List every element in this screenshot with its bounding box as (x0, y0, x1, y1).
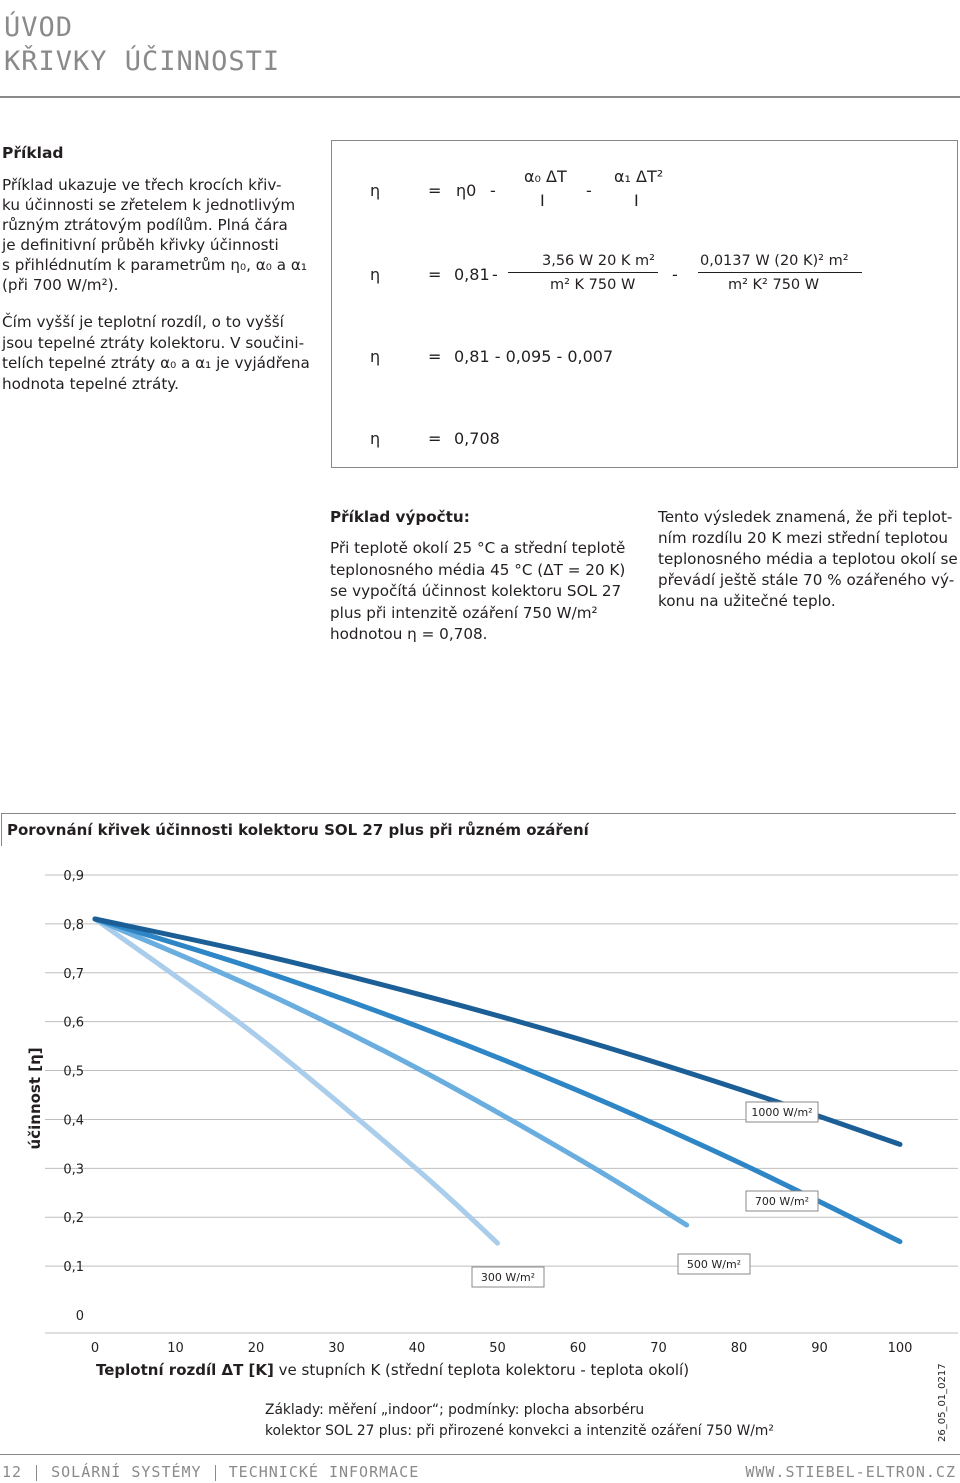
paragraph-line: hodnota tepelné ztráty. (2, 374, 179, 393)
series-label: 300 W/m² (480, 1271, 536, 1284)
row2-value: 0,81 (454, 265, 490, 284)
row1-denominator-2: I (634, 191, 639, 210)
y-tick-label: 0,9 (63, 869, 84, 884)
row2-denominator-2: m² K² 750 W (728, 277, 820, 293)
calc-paragraph (330, 538, 630, 646)
series-line-3 (95, 919, 687, 1225)
result-paragraph (658, 507, 958, 612)
row1-denominator-1: I (540, 191, 545, 210)
result-line: teplonosného média a teplotou okolí se (658, 550, 958, 568)
x-tick-label: 30 (328, 1341, 345, 1356)
x-tick-label: 80 (730, 1341, 748, 1356)
y-tick-label: 0 (75, 1309, 84, 1324)
example-paragraph (2, 175, 312, 295)
paragraph-line: ku účinnosti se zřetelem k jednotlivým (2, 196, 296, 214)
paragraph-line: Čím vyšší je teplotní rozdíl, o to vyšší (2, 313, 284, 331)
row2-numerator-2: 0,0137 W (20 K)² m² (700, 253, 849, 269)
x-tick-label: 90 (811, 1341, 828, 1356)
example-heading: Příklad (2, 144, 64, 162)
header-divider (0, 96, 960, 98)
equals-sign: = (428, 265, 442, 284)
x-tick-label: 20 (247, 1341, 265, 1356)
paragraph-line: (při 700 W/m²). (2, 276, 119, 294)
result-line: Tento výsledek znamená, že při teplot- (658, 508, 953, 526)
x-tick-label: 40 (408, 1341, 426, 1356)
series-label: 1000 W/m² (751, 1106, 813, 1119)
result-value: 0,708 (454, 429, 500, 448)
row2-numerator-1: 3,56 W 20 K m² (542, 253, 655, 269)
equals-sign: = (428, 429, 442, 448)
fraction-line (508, 272, 658, 273)
paragraph-line: je definitivní průběh křivky účinnosti (2, 236, 279, 254)
minus-sign: - (672, 265, 678, 284)
x-tick-label: 60 (569, 1341, 587, 1356)
footer-separator (215, 1465, 216, 1481)
document-code: 26_05_01_0217 (937, 1363, 948, 1442)
basis-line-2: kolektor SOL 27 plus: při přirozené konvekci a intenzitě ozáření 750 W/m² (265, 1423, 774, 1439)
eta-symbol: η (370, 265, 381, 284)
x-tick-label: 50 (489, 1341, 506, 1356)
y-tick-label: 0,8 (63, 917, 84, 933)
minus-sign: - (492, 265, 498, 284)
footer-left (2, 1463, 419, 1481)
y-tick-label: 0,5 (63, 1064, 84, 1080)
page-section-title: ÚVOD (4, 12, 74, 43)
equals-sign: = (428, 181, 442, 200)
paragraph-line: různým ztrátovým podílům. Plná čára (2, 216, 288, 234)
row3-expression: 0,81 - 0,095 - 0,007 (454, 347, 614, 366)
chart-title: Porovnání křivek účinnosti kolektoru SOL 27 plus při různém ozáření (7, 821, 589, 839)
x-tick-label: 10 (167, 1341, 184, 1356)
y-tick-label: 0,7 (63, 966, 84, 982)
x-tick-label: 0 (90, 1341, 100, 1356)
paragraph-line: Příklad ukazuje ve třech krocích křiv- (2, 176, 282, 194)
footer-divider (0, 1454, 960, 1455)
series-label: 500 W/m² (686, 1258, 742, 1271)
footer-section-1: SOLÁRNÍ SYSTÉMY (51, 1463, 202, 1481)
x-tick-label: 70 (650, 1341, 667, 1356)
calc-heading: Příklad výpočtu: (330, 508, 470, 526)
calc-line: se vypočítá účinnost kolektoru SOL 27 (330, 582, 622, 600)
paragraph-line: jsou tepelné ztráty kolektoru. V součini- (2, 333, 305, 352)
result-line: ním rozdílu 20 K mezi střední teplotou (658, 529, 949, 547)
efficiency-chart (0, 850, 960, 1410)
calc-line: hodnotou η = 0,708. (330, 625, 488, 643)
fraction-line (698, 272, 862, 273)
formula-box (331, 140, 958, 468)
row2-denominator-1: m² K 750 W (550, 277, 636, 293)
y-axis-label: účinnost [η] (26, 1047, 44, 1150)
x-tick-label: 100 (887, 1341, 913, 1356)
y-tick-label: 0,4 (63, 1113, 84, 1129)
equals-sign: = (428, 347, 442, 366)
result-line: konu na užitečné teplo. (658, 592, 836, 610)
footer-separator (36, 1465, 37, 1481)
eta0: η0 (456, 181, 477, 200)
chart-title-frame (1, 813, 956, 846)
eta-symbol: η (370, 181, 381, 200)
y-tick-label: 0,6 (63, 1015, 84, 1031)
paragraph-line: s přihlédnutím k parametrům η₀, α₀ a α₁ (2, 256, 307, 274)
minus-sign: - (586, 181, 592, 200)
footer-url: WWW.STIEBEL-ELTRON.CZ (745, 1463, 956, 1481)
footer-section-2: TECHNICKÉ INFORMACE (228, 1463, 420, 1481)
row1-numerator-2: α₁ ΔT² (614, 167, 664, 186)
paragraph-line: telích tepelné ztráty α₀ a α₁ je vyjádřena (2, 354, 310, 372)
eta-symbol: η (370, 347, 381, 366)
x-axis-label: Teplotní rozdíl ΔT [K] ve stupních K (střední teplota kolektoru - teplota okolí) (96, 1361, 690, 1379)
minus-sign: - (490, 181, 496, 200)
y-tick-label: 0,1 (63, 1260, 84, 1276)
page-number: 12 (2, 1463, 23, 1481)
calc-line: plus při intenzitě ozáření 750 W/m² (330, 603, 598, 622)
basis-line-1: Základy: měření „indoor“; podmínky: plocha absorbéru (265, 1402, 645, 1418)
calc-line: teplonosného média 45 °C (ΔT = 20 K) (330, 560, 626, 579)
measurement-basis (265, 1400, 774, 1442)
calc-line: Při teplotě okolí 25 °C a střední teplotě (330, 539, 626, 557)
y-tick-label: 0,3 (63, 1162, 84, 1178)
series-label: 700 W/m² (754, 1195, 810, 1208)
result-line: převádí ještě stále 70 % ozářeného vý- (658, 571, 955, 589)
page-title: KŘIVKY ÚČINNOSTI (4, 46, 281, 77)
heat-loss-paragraph (2, 312, 322, 394)
y-tick-label: 0,2 (63, 1211, 84, 1227)
eta-symbol: η (370, 429, 381, 448)
row1-numerator-1: α₀ ΔT (524, 167, 567, 186)
